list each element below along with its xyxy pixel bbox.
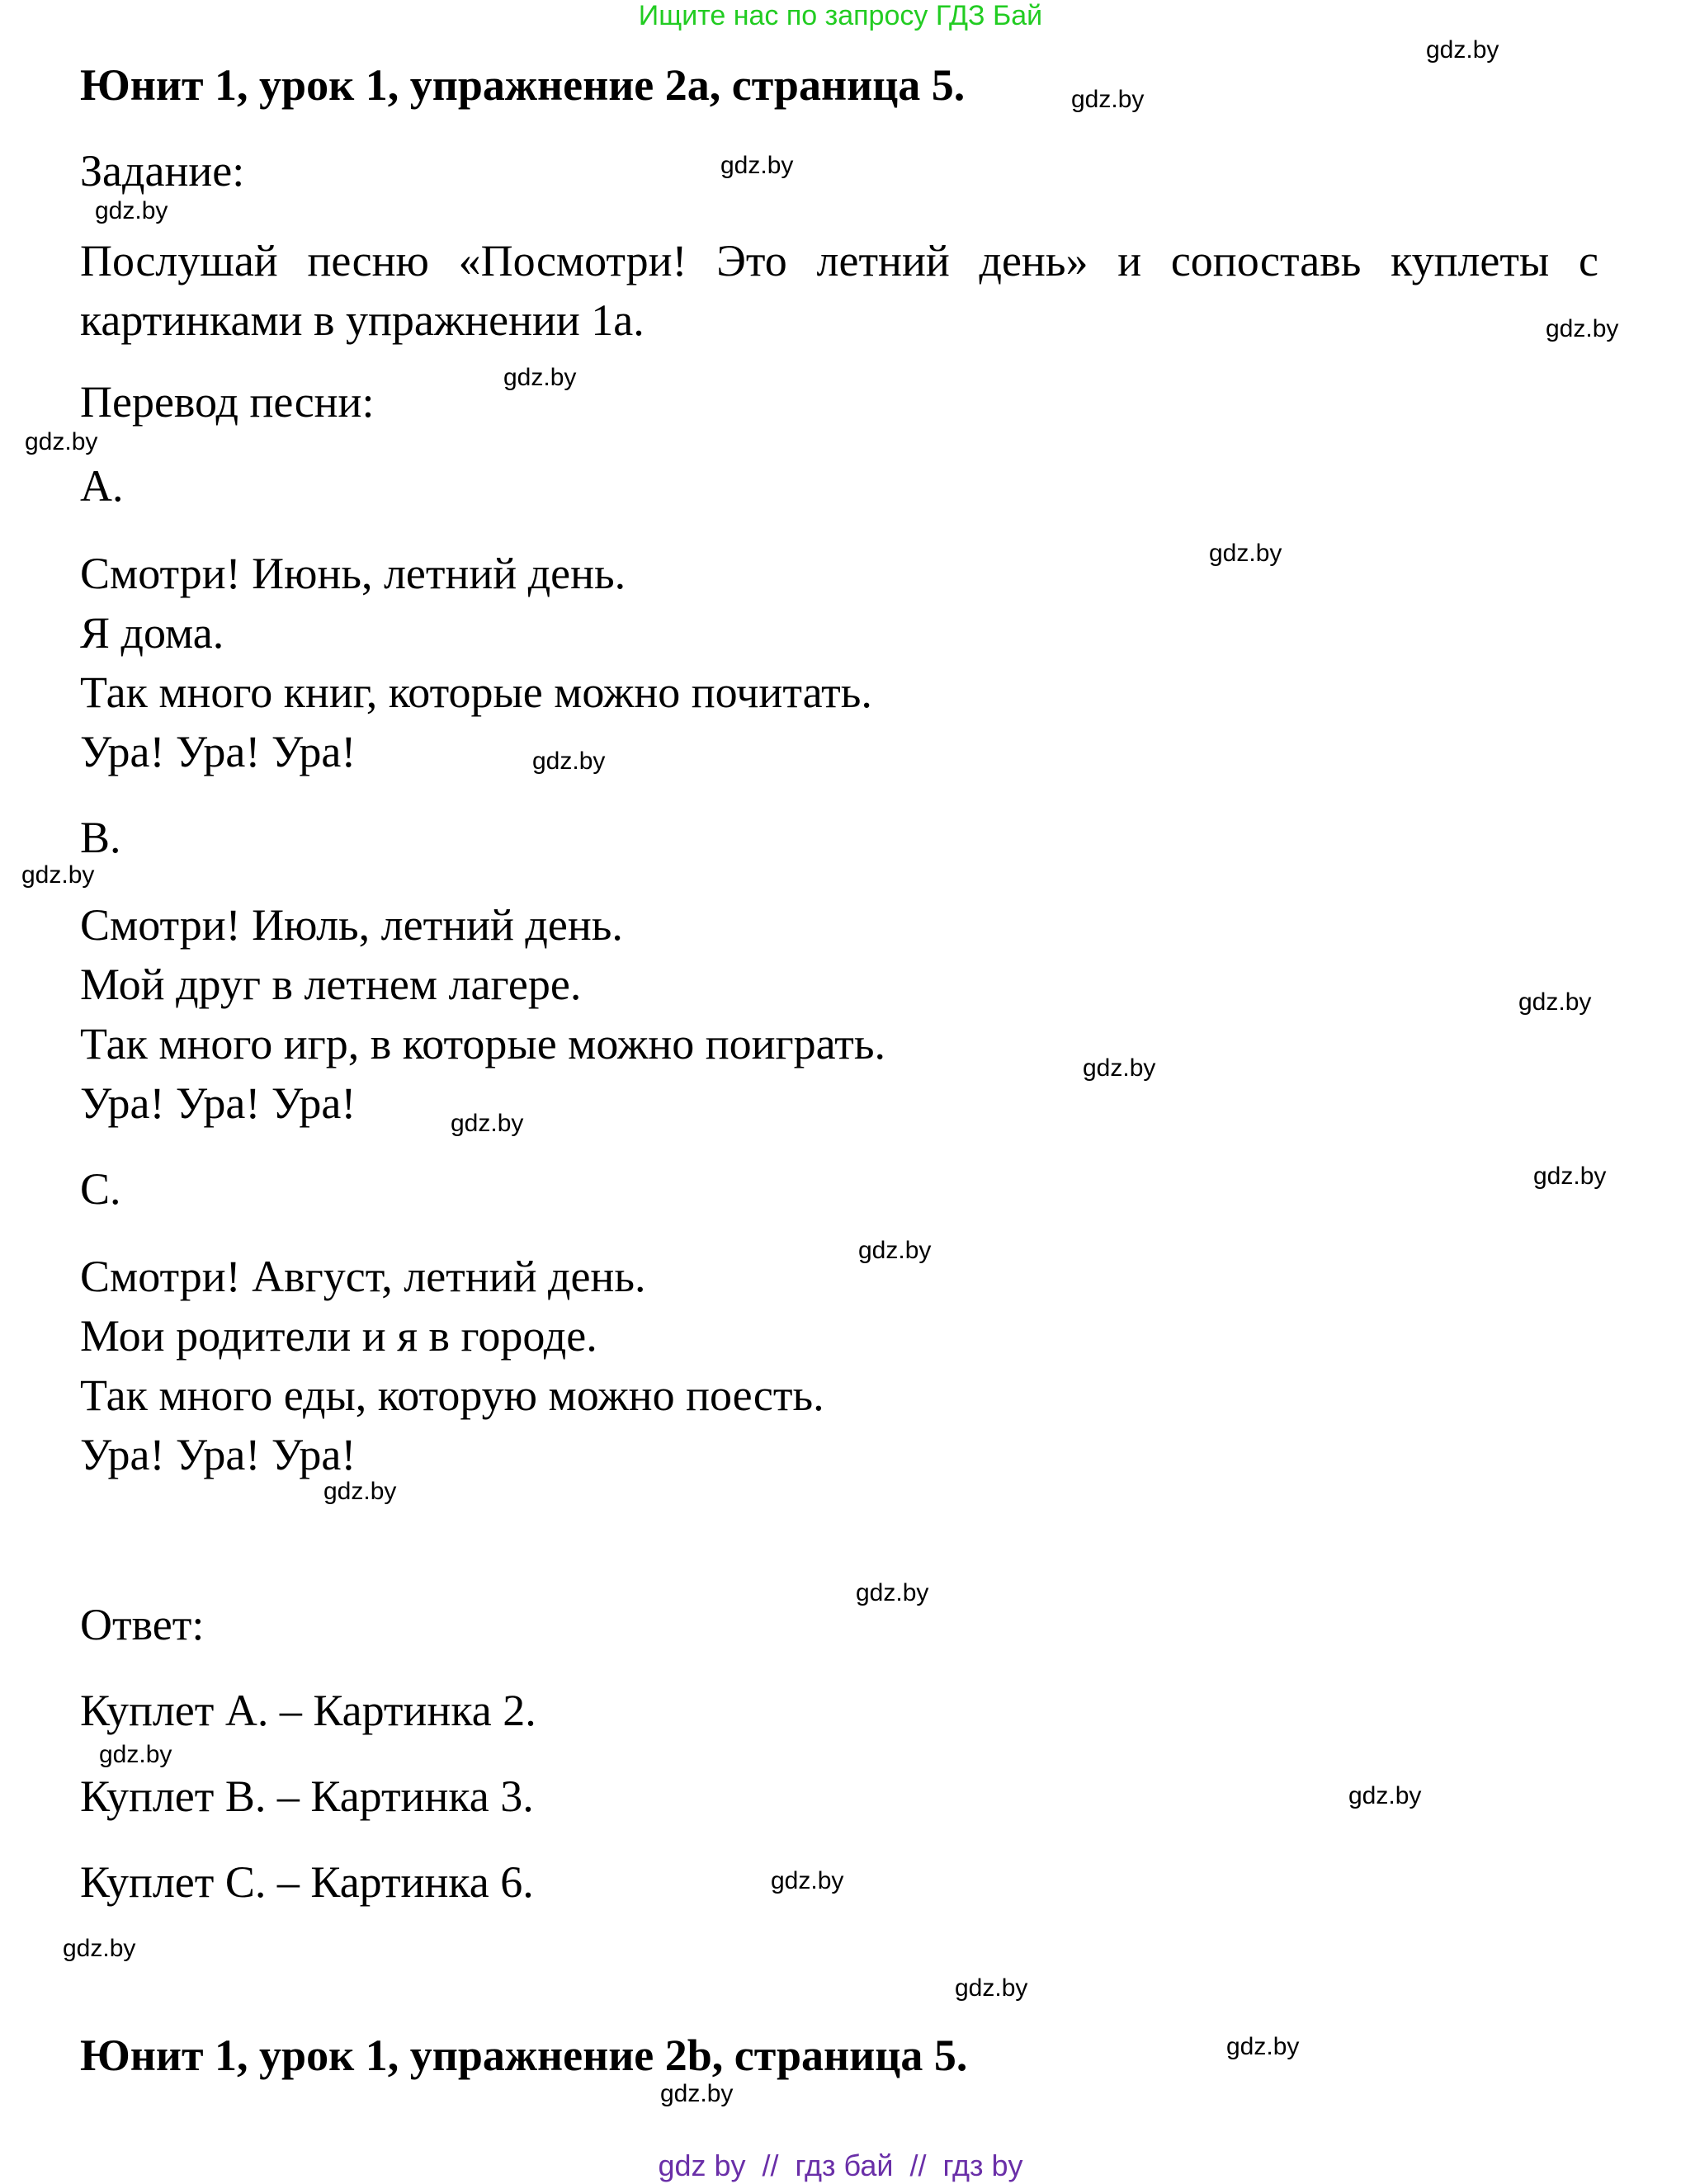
verse-c-label: C. [80, 1164, 121, 1214]
watermark: gdz.by [503, 364, 577, 391]
answer-line: Куплет B. – Картинка 3. [80, 1771, 534, 1821]
answer-line: Куплет A. – Картинка 2. [80, 1686, 536, 1735]
watermark: gdz.by [1083, 1054, 1156, 1082]
exercise-2b-title: Юнит 1, урок 1, упражнение 2b, страница 5. [80, 2031, 968, 2080]
watermark: gdz.by [1426, 36, 1499, 64]
watermark: gdz.by [95, 197, 168, 224]
verse-a-line: Я дома. [80, 608, 224, 658]
watermark: gdz.by [451, 1110, 524, 1137]
watermark: gdz.by [532, 748, 606, 775]
verse-b-line: Ура! Ура! Ура! [80, 1078, 357, 1128]
watermark: gdz.by [771, 1867, 844, 1894]
watermark: gdz.by [21, 861, 95, 889]
translation-label: Перевод песни: [80, 377, 375, 427]
watermark: gdz.by [1209, 540, 1282, 567]
watermark: gdz.by [1518, 988, 1592, 1016]
verse-a-label: A. [80, 461, 124, 511]
top-banner[interactable]: Ищите нас по запросу ГДЗ Бай [638, 0, 1043, 31]
verse-c-line: Смотри! Август, летний день. [80, 1252, 646, 1301]
verse-a-line: Ура! Ура! Ура! [80, 727, 357, 776]
watermark: gdz.by [25, 428, 98, 455]
footer-links[interactable]: gdz by // гдз бай // гдз by [658, 2149, 1023, 2182]
watermark: gdz.by [856, 1579, 929, 1606]
watermark: gdz.by [858, 1237, 932, 1264]
verse-b-label: B. [80, 813, 121, 862]
verse-b-line: Мой друг в летнем лагере. [80, 960, 582, 1009]
watermark: gdz.by [720, 152, 794, 179]
verse-b-line: Так много игр, в которые можно поиграть. [80, 1019, 885, 1068]
verse-a-line: Смотри! Июнь, летний день. [80, 549, 626, 598]
watermark: gdz.by [1533, 1163, 1607, 1190]
watermark: gdz.by [1226, 2033, 1300, 2060]
answer-line: Куплет C. – Картинка 6. [80, 1857, 534, 1907]
verse-a-line: Так много книг, которые можно почитать. [80, 667, 872, 717]
watermark: gdz.by [660, 2080, 734, 2107]
verse-c-line: Ура! Ура! Ура! [80, 1430, 357, 1479]
verse-c-line: Так много еды, которую можно поесть. [80, 1370, 824, 1420]
watermark: gdz.by [1348, 1782, 1422, 1809]
answer-label: Ответ: [80, 1600, 205, 1649]
task-text: Послушай песню «Посмотри! Это летний день» и сопоставь куплеты с картинками в упражнении 1а. [80, 236, 1598, 345]
watermark: gdz.by [63, 1935, 136, 1962]
exercise-2a-title: Юнит 1, урок 1, упражнение 2а, страница 5. [80, 60, 966, 110]
watermark: gdz.by [1071, 86, 1145, 113]
watermark: gdz.by [955, 1974, 1028, 2002]
verse-c-line: Мои родители и я в городе. [80, 1311, 597, 1361]
watermark: gdz.by [323, 1478, 397, 1505]
verse-b-line: Смотри! Июль, летний день. [80, 900, 623, 950]
watermark: gdz.by [1546, 315, 1619, 342]
watermark: gdz.by [99, 1741, 172, 1768]
task-label: Задание: [80, 146, 245, 196]
